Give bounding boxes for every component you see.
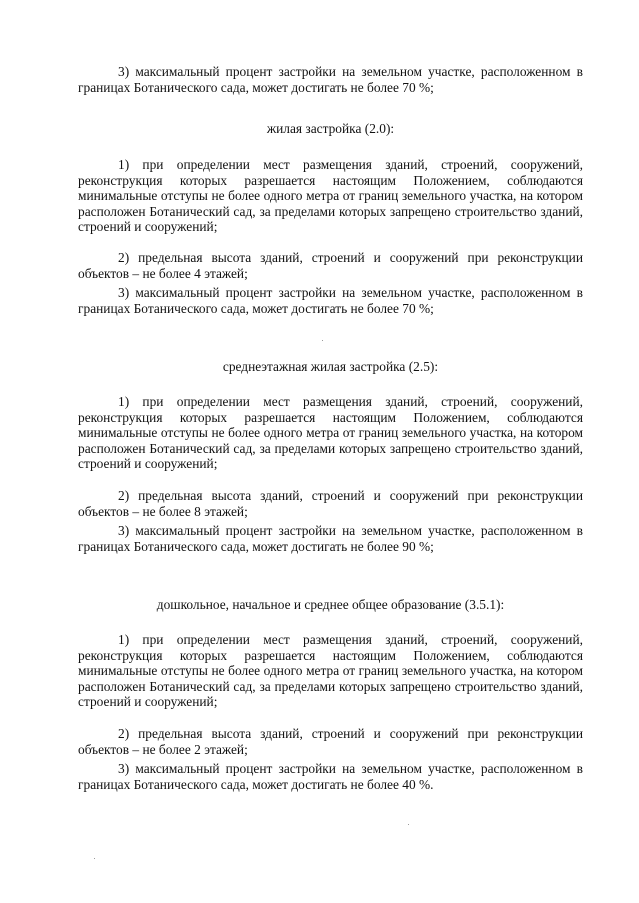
paragraph-text: 3) максимальный процент застройки на земельном участке, расположенном в границах Ботанического сада, может достигать не более 70 %; bbox=[78, 285, 583, 316]
paragraph-max-building-percent bbox=[78, 761, 583, 792]
heading-residential-development: жилая застройка (2.0): bbox=[266, 121, 395, 136]
paragraph-text: 2) предельная высота зданий, строений и сооружений при реконструкции объектов – не более 8 этажей; bbox=[78, 488, 583, 519]
heading-education: дошкольное, начальное и среднее общее образование (3.5.1): bbox=[156, 597, 505, 612]
paragraph-text: 3) максимальный процент застройки на земельном участке, расположенном в границах Ботанического сада, может достигать не более 90 %; bbox=[78, 523, 583, 554]
paragraph-text: 3) максимальный процент застройки на земельном участке, расположенном в границах Ботанического сада, может достигать не более 40 %. bbox=[78, 761, 583, 792]
paragraph-text: 1) при определении мест размещения зданий, строений, сооружений, реконструкция которых разрешается настоящим Положением, соблюдаются минимальные отступы не более одного метра от границ земельного участка, на котором расположен Ботанический сад, за пределами которых запрещено строительство зданий, строений и сооружений; bbox=[78, 394, 583, 472]
paragraph-text: 2) предельная высота зданий, строений и сооружений при реконструкции объектов – не более 4 этажей; bbox=[78, 250, 583, 281]
paragraph-max-height bbox=[78, 726, 583, 757]
heading-midrise-residential: среднеэтажная жилая застройка (2.5): bbox=[222, 359, 439, 374]
scan-speck bbox=[322, 340, 323, 341]
paragraph-max-height bbox=[78, 250, 583, 281]
paragraph-text: 1) при определении мест размещения зданий, строений, сооружений, реконструкция которых разрешается настоящим Положением, соблюдаются минимальные отступы не более одного метра от границ земельного участка, на котором расположен Ботанический сад, за пределами которых запрещено строительство зданий, строений и сооружений; bbox=[78, 632, 583, 710]
paragraph-text: 3) максимальный процент застройки на земельном участке, расположенном в границах Ботанического сада, может достигать не более 70 %; bbox=[78, 64, 583, 95]
paragraph-setback-rules bbox=[78, 394, 583, 472]
paragraph-text: 1) при определении мест размещения зданий, строений, сооружений, реконструкция которых разрешается настоящим Положением, соблюдаются минимальные отступы не более одного метра от границ земельного участка, на котором расположен Ботанический сад, за пределами которых запрещено строительство зданий, строений и сооружений; bbox=[78, 157, 583, 235]
paragraph-setback-rules bbox=[78, 157, 583, 235]
paragraph-text: 2) предельная высота зданий, строений и сооружений при реконструкции объектов – не более 2 этажей; bbox=[78, 726, 583, 757]
scan-speck bbox=[408, 824, 409, 825]
paragraph-max-building-percent-top bbox=[78, 64, 583, 95]
scan-speck bbox=[94, 858, 95, 859]
paragraph-max-building-percent bbox=[78, 285, 583, 316]
paragraph-max-height bbox=[78, 488, 583, 519]
paragraph-setback-rules bbox=[78, 632, 583, 710]
paragraph-max-building-percent bbox=[78, 523, 583, 554]
